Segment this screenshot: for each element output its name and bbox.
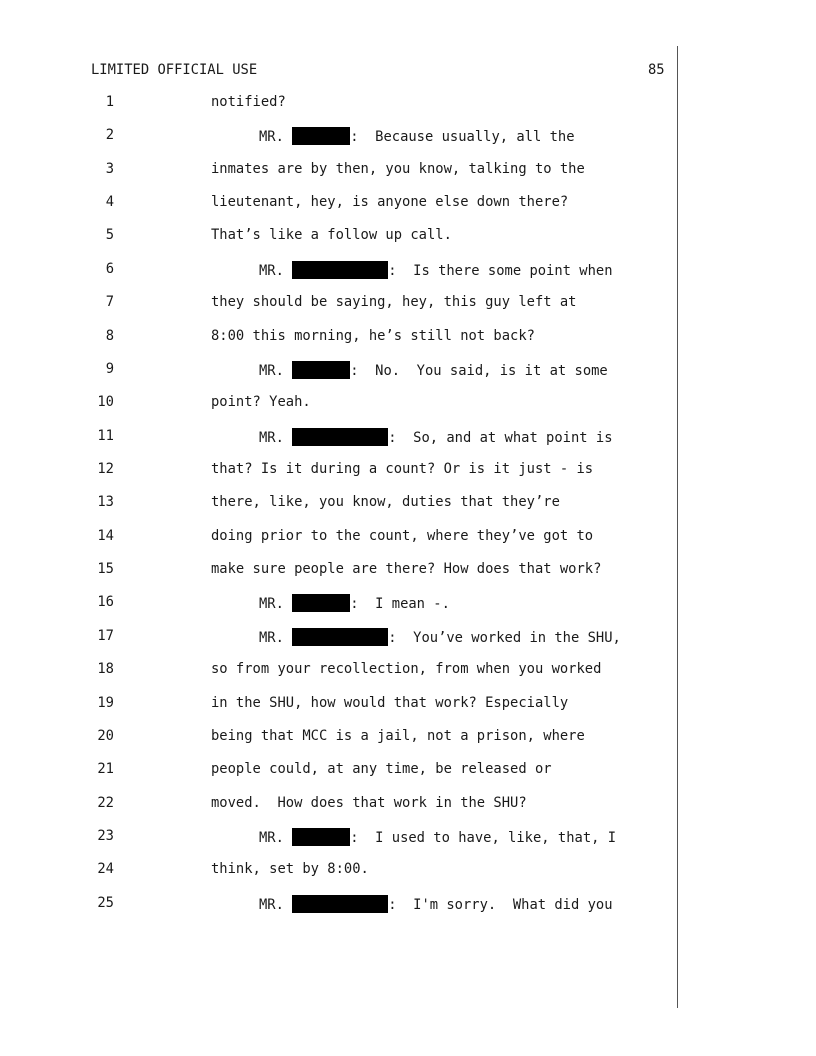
page-number: 85	[648, 62, 665, 78]
speaker-line-text	[259, 127, 575, 145]
transcript-line	[0, 795, 676, 815]
transcript-line	[0, 728, 676, 748]
line-text: think, set by 8:00.	[211, 861, 369, 878]
redaction-box	[292, 628, 388, 646]
speaker-prefix: MR.	[259, 829, 293, 846]
line-text: doing prior to the count, where they’ve got to	[211, 527, 594, 544]
speaker-statement: : I used to have, like, that, I	[350, 829, 617, 846]
line-text: inmates are by then, you know, talking to the	[211, 160, 585, 177]
line-number: 1	[105, 94, 114, 110]
redaction-box	[292, 828, 350, 846]
line-number: 17	[97, 627, 114, 644]
speaker-line-text	[259, 828, 616, 846]
line-text: lieutenant, hey, is anyone else down there?	[211, 194, 569, 211]
line-number: 8	[105, 327, 114, 344]
line-text: moved. How does that work in the SHU?	[211, 794, 527, 811]
line-number: 14	[97, 527, 114, 544]
line-number: 10	[97, 394, 114, 411]
redaction-box	[292, 895, 388, 913]
right-margin-rule	[677, 46, 678, 1008]
speaker-statement: : I mean -.	[350, 596, 450, 613]
line-number: 24	[97, 861, 114, 878]
speaker-statement: : Because usually, all the	[350, 129, 575, 146]
speaker-prefix: MR.	[259, 429, 293, 446]
line-number: 12	[97, 461, 114, 477]
transcript-line	[0, 428, 676, 448]
speaker-line-text	[259, 361, 608, 379]
speaker-line-text	[259, 594, 450, 612]
line-number: 23	[97, 827, 114, 844]
line-number: 16	[97, 594, 114, 611]
speaker-statement: : I'm sorry. What did you	[388, 896, 613, 913]
line-number: 20	[97, 727, 114, 744]
speaker-prefix: MR.	[259, 362, 293, 379]
line-text: make sure people are there? How does that work?	[211, 561, 602, 577]
transcript-line	[0, 761, 676, 781]
line-number: 25	[97, 894, 114, 911]
line-number: 7	[105, 294, 114, 311]
redaction-box	[292, 127, 350, 145]
line-text: notified?	[211, 94, 286, 110]
speaker-line-text	[259, 628, 621, 646]
line-text: there, like, you know, duties that they’re	[211, 494, 560, 511]
transcript-line	[0, 194, 676, 214]
line-number: 5	[105, 227, 114, 244]
transcript-line	[0, 895, 676, 915]
speaker-prefix: MR.	[259, 629, 293, 646]
speaker-prefix: MR.	[259, 596, 293, 613]
line-text: being that MCC is a jail, not a prison, where	[211, 727, 585, 744]
line-number: 13	[97, 494, 114, 511]
transcript-line	[0, 361, 676, 381]
line-text: in the SHU, how would that work? Especially	[211, 694, 569, 711]
transcript-line	[0, 94, 676, 114]
transcript-line	[0, 394, 676, 414]
line-number: 18	[97, 661, 114, 678]
transcript-line	[0, 828, 676, 848]
speaker-line-text	[259, 428, 613, 446]
transcript-line	[0, 528, 676, 548]
transcript-line	[0, 261, 676, 281]
line-number: 21	[97, 761, 114, 778]
line-text: so from your recollection, from when you worked	[211, 661, 602, 678]
redaction-box	[292, 261, 388, 279]
redaction-box	[292, 594, 350, 612]
speaker-statement: : So, and at what point is	[388, 429, 613, 446]
line-number: 4	[105, 194, 114, 211]
line-number: 3	[105, 160, 114, 177]
line-text: that? Is it during a count? Or is it just - is	[211, 461, 594, 477]
line-text: they should be saying, hey, this guy left at	[211, 294, 577, 311]
line-text: That’s like a follow up call.	[211, 227, 452, 244]
line-number: 19	[97, 694, 114, 711]
line-text: point? Yeah.	[211, 394, 311, 411]
line-text: people could, at any time, be released or	[211, 761, 552, 778]
speaker-statement: : Is there some point when	[388, 262, 613, 279]
speaker-line-text	[259, 261, 613, 279]
redaction-box	[292, 428, 388, 446]
transcript-line	[0, 161, 676, 181]
transcript-line	[0, 628, 676, 648]
transcript-line	[0, 127, 676, 147]
redaction-box	[292, 361, 350, 379]
transcript-line	[0, 695, 676, 715]
speaker-statement: : You’ve worked in the SHU,	[388, 629, 621, 646]
classification-header: LIMITED OFFICIAL USE	[91, 62, 258, 78]
transcript-line	[0, 461, 676, 481]
transcript-line	[0, 494, 676, 514]
line-text: 8:00 this morning, he’s still not back?	[211, 327, 535, 344]
line-number: 11	[97, 427, 114, 444]
speaker-prefix: MR.	[259, 262, 293, 279]
speaker-prefix: MR.	[259, 129, 293, 146]
transcript-line	[0, 661, 676, 681]
transcript-line	[0, 227, 676, 247]
transcript-line	[0, 328, 676, 348]
transcript-line	[0, 294, 676, 314]
line-number: 6	[105, 260, 114, 277]
line-number: 9	[105, 360, 114, 377]
line-number: 22	[97, 794, 114, 811]
transcript-line	[0, 594, 676, 614]
speaker-prefix: MR.	[259, 896, 293, 913]
speaker-line-text	[259, 895, 613, 913]
line-number: 2	[105, 127, 114, 144]
line-number: 15	[97, 561, 114, 577]
speaker-statement: : No. You said, is it at some	[350, 362, 608, 379]
transcript-line	[0, 861, 676, 881]
transcript-line	[0, 561, 676, 581]
